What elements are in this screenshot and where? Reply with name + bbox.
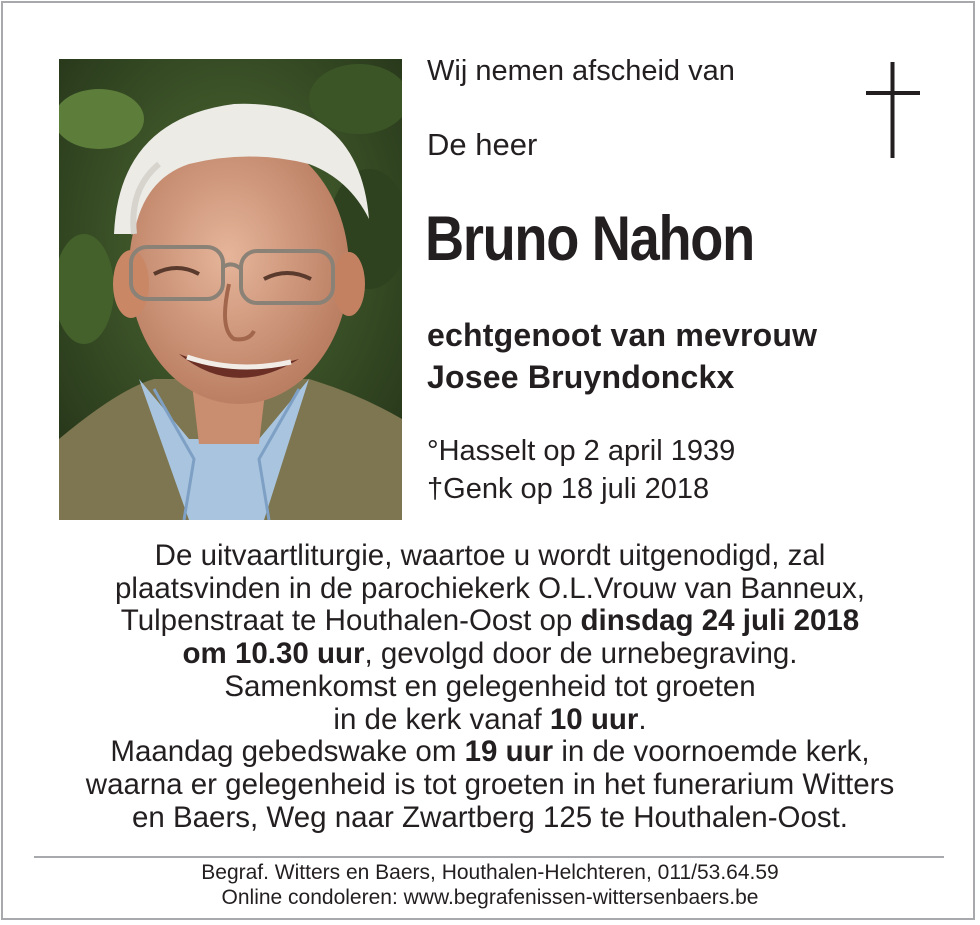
birth-date: °Hasselt op 2 april 1939 <box>427 435 736 467</box>
details-line <box>40 605 940 638</box>
intro-text: Wij nemen afscheid van <box>427 55 735 87</box>
details-text: in de voornoemde kerk, <box>553 735 870 769</box>
deceased-name: Bruno Nahon <box>425 204 754 274</box>
details-line: plaatsvinden in de parochiekerk O.L.Vrouw van Banneux, <box>115 571 865 605</box>
spouse-block <box>427 314 817 398</box>
details-line <box>40 704 940 737</box>
death-date: Genk op 18 juli 2018 <box>443 473 710 505</box>
death-symbol: † <box>427 473 444 505</box>
funeral-details <box>40 540 940 834</box>
details-text: in de kerk vanaf <box>333 702 550 736</box>
latin-cross-icon <box>862 60 926 160</box>
details-text: Tulpenstraat te Houthalen-Oost op <box>120 604 581 638</box>
details-line: Samenkomst en gelegenheid tot groeten <box>224 669 756 703</box>
service-date: dinsdag 24 juli 2018 <box>580 604 860 638</box>
funeral-home-info: Begraf. Witters en Baers, Houthalen-Helchteren, 011/53.64.59 <box>201 861 779 884</box>
footer-divider <box>34 856 944 858</box>
spouse-relation: echtgenoot van mevrouw <box>427 317 818 353</box>
service-time: om 10.30 uur <box>182 637 365 671</box>
details-line: en Baers, Weg naar Zwartberg 125 te Houthalen-Oost. <box>131 800 849 834</box>
death-date-line <box>427 470 735 508</box>
details-line: waarna er gelegenheid is tot groeten in het funerarium Witters <box>85 767 895 801</box>
details-line: De uitvaartliturgie, waartoe u wordt uitgenodigd, zal <box>154 539 826 572</box>
portrait-photo <box>59 59 402 520</box>
details-line <box>40 736 940 769</box>
details-text: Maandag gebedswake om <box>110 735 465 769</box>
gathering-time: 10 uur <box>549 702 639 736</box>
life-dates <box>427 432 735 508</box>
details-line <box>40 638 940 671</box>
honorific: De heer <box>427 127 538 162</box>
vigil-time: 19 uur <box>464 735 554 769</box>
details-text: , gevolgd door de urnebegraving. <box>364 637 798 671</box>
footer <box>40 860 940 910</box>
spouse-name: Josee Bruyndonckx <box>427 359 735 395</box>
online-condolences: Online condoleren: www.begrafenissen-wittersenbaers.be <box>221 886 759 909</box>
details-text: . <box>638 702 647 736</box>
